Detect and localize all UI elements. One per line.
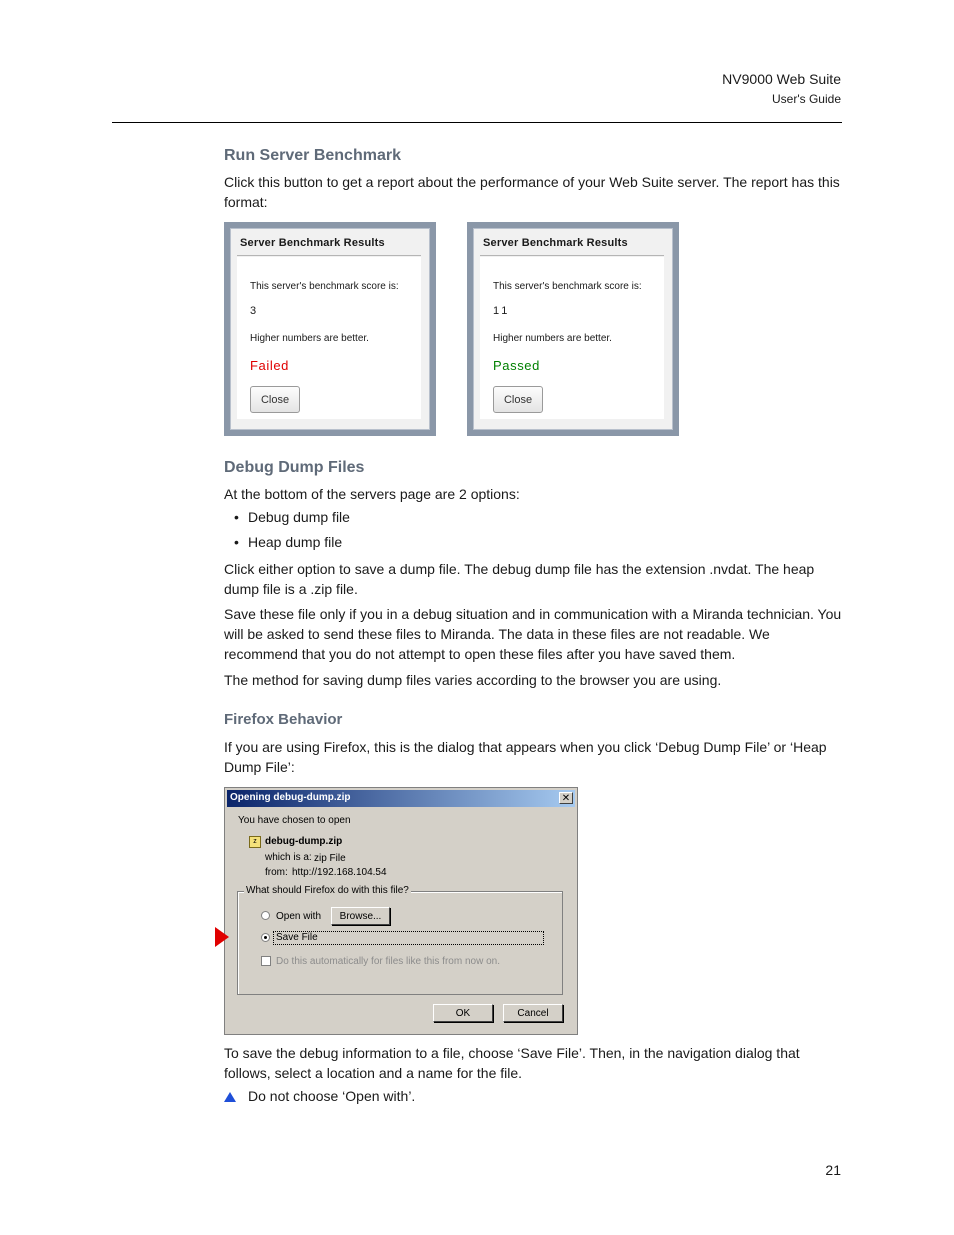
pointer-arrow-icon (215, 927, 229, 947)
benchmark-dialog-title: Server Benchmark Results (483, 237, 628, 249)
which-value: zip File (314, 853, 346, 864)
debug-heading: Debug Dump Files (224, 459, 365, 476)
score-hint: Higher numbers are better. (250, 333, 369, 344)
chosen-label: You have chosen to open (238, 815, 351, 826)
debug-para-3: The method for saving dump files varies according to the browser you are using. (224, 672, 722, 688)
page-number: 21 (825, 1162, 841, 1178)
doc-subtitle: User's Guide (772, 92, 841, 106)
note-text: Do not choose ‘Open with’. (248, 1088, 416, 1104)
save-file-radio[interactable] (261, 933, 270, 942)
auto-label[interactable]: Do this automatically for files like this from now on. (276, 956, 500, 967)
which-label: which is a: (265, 852, 312, 863)
list-item: • Debug dump file (234, 509, 350, 525)
cancel-button[interactable]: Cancel (503, 1004, 563, 1022)
open-with-radio[interactable] (261, 911, 270, 920)
firefox-open-dialog (224, 787, 578, 1035)
divider (480, 255, 664, 256)
score-label: This server's benchmark score is: (250, 281, 399, 292)
from-value: http://192.168.104.54 (292, 867, 387, 878)
score-value: 11 (493, 305, 511, 317)
warning-triangle-icon (224, 1092, 236, 1102)
from-label: from: (265, 867, 288, 878)
benchmark-dialog-title: Server Benchmark Results (240, 237, 385, 249)
status-text: Failed (250, 358, 290, 373)
score-hint: Higher numbers are better. (493, 333, 612, 344)
browse-button[interactable]: Browse... (331, 907, 390, 925)
dialog-titlebar (227, 790, 575, 807)
score-label: This server's benchmark score is: (493, 281, 642, 292)
firefox-intro: If you are using Firefox, this is the dialog that appears when you click ‘Debug Dump File’ or ‘Heap Dump File’: (224, 739, 827, 775)
zip-file-icon: z (249, 836, 261, 848)
list-item-text: Debug dump file (248, 509, 350, 525)
close-icon[interactable]: ✕ (559, 792, 573, 804)
open-with-label[interactable]: Open with (276, 911, 322, 922)
action-group (237, 885, 563, 995)
save-file-label[interactable]: Save File (276, 932, 318, 943)
score-value: 3 (250, 305, 260, 317)
benchmark-dialog-failed (224, 222, 436, 436)
divider (237, 255, 421, 256)
file-name: debug-dump.zip (265, 836, 343, 847)
group-label: What should Firefox do with this file? (246, 885, 409, 896)
firefox-after: To save the debug information to a file, choose ‘Save File’. Then, in the navigation dialog that follows, select a location and a name for the file. (224, 1045, 800, 1081)
dialog-title: Opening debug-dump.zip (230, 792, 351, 803)
list-item-text: Heap dump file (248, 534, 343, 550)
firefox-heading: Firefox Behavior (224, 711, 343, 728)
doc-title: NV9000 Web Suite (722, 71, 841, 87)
debug-para-1: Click either option to save a dump file. The debug dump file has the extension .nvdat. The heap dump file is a .zip file. (224, 561, 815, 597)
debug-para-2: Save these file only if you in a debug situation and in communication with a Miranda technician. You will be asked to send these files to Miranda. The data in these files are not readable. We recommend that you do not attempt to open these files after you have saved them. (224, 606, 842, 662)
list-item: • Heap dump file (234, 534, 343, 550)
debug-intro: At the bottom of the servers page are 2 options: (224, 486, 520, 502)
benchmark-intro: Click this button to get a report about the performance of your Web Suite server. The report has this format: (224, 174, 840, 210)
ok-button[interactable]: OK (433, 1004, 493, 1022)
benchmark-dialog-passed (467, 222, 679, 436)
close-button[interactable]: Close (493, 386, 543, 413)
status-text: Passed (493, 358, 540, 373)
close-button[interactable]: Close (250, 386, 300, 413)
header-rule (112, 122, 842, 123)
auto-checkbox[interactable] (261, 956, 271, 966)
benchmark-heading: Run Server Benchmark (224, 147, 401, 164)
